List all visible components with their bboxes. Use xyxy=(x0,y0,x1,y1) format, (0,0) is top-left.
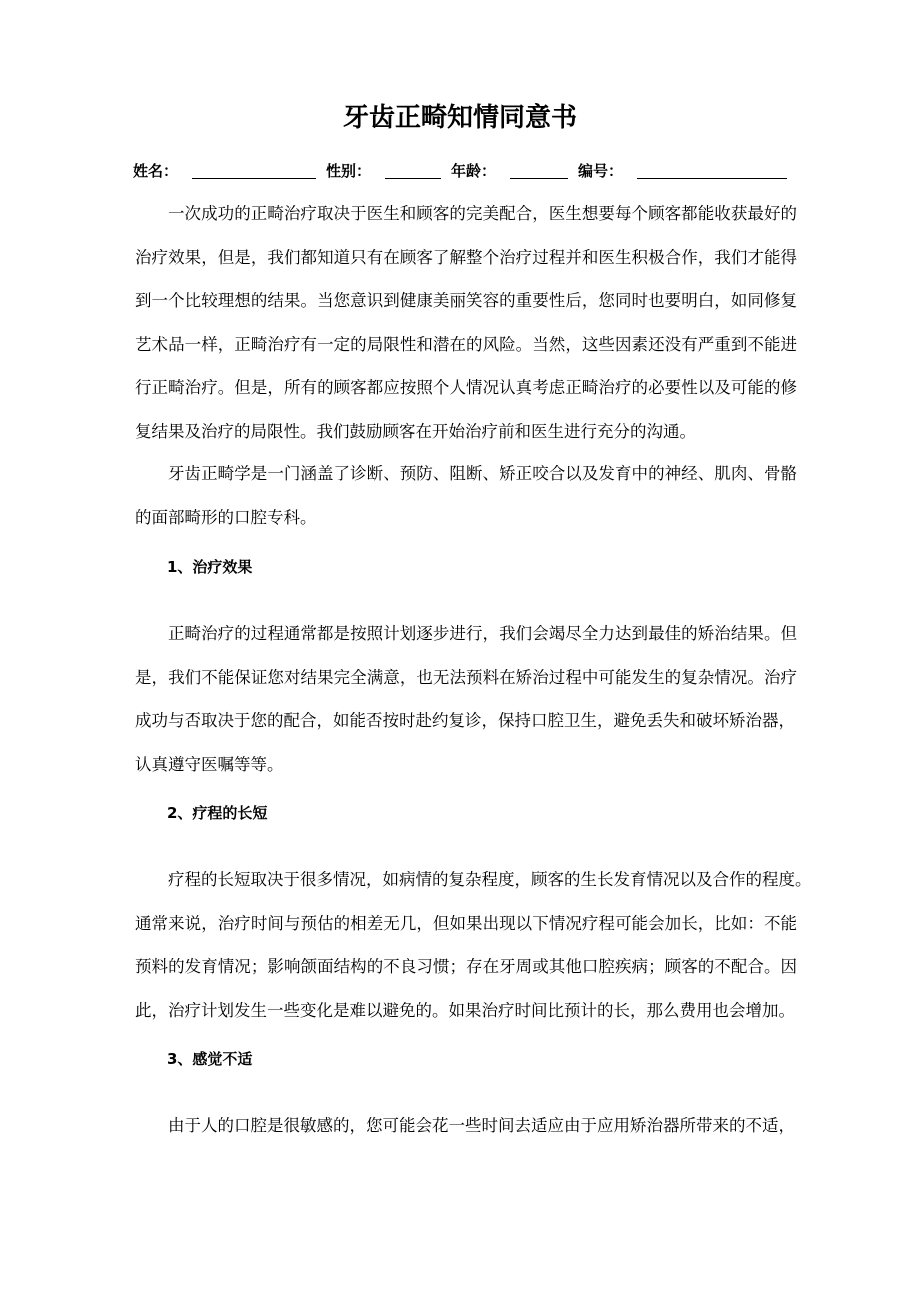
section-heading-treatment-effect: 1、治疗效果 xyxy=(167,558,253,576)
paragraph-line: 认真遵守医嘱等等。 xyxy=(135,754,284,774)
paragraph-line: 的面部畸形的口腔专科。 xyxy=(135,507,317,527)
paragraph-line: 此，治疗计划发生一些变化是难以避免的。如果治疗时间比预计的长，那么费用也会增加。 xyxy=(135,1000,795,1020)
section-heading-discomfort: 3、感觉不适 xyxy=(167,1050,253,1068)
name-blank-line[interactable] xyxy=(192,163,316,179)
paragraph-line: 正畸治疗的过程通常都是按照计划逐步进行，我们会竭尽全力达到最佳的矫治结果。但 xyxy=(168,624,797,643)
paragraph-line: 牙齿正畸学是一门涵盖了诊断、预防、阻断、矫正咬合以及发育中的神经、肌肉、骨骼 xyxy=(168,464,797,483)
section-treatment-duration-paragraph xyxy=(135,858,812,1032)
paragraph-line: 复结果及治疗的局限性。我们鼓励顾客在开始治疗前和医生进行充分的沟通。 xyxy=(135,421,696,441)
age-blank-line[interactable] xyxy=(510,163,568,179)
number-blank-line[interactable] xyxy=(637,163,787,179)
paragraph-line: 预料的发育情况；影响颌面结构的不良习惯；存在牙周或其他口腔疾病；顾客的不配合。因 xyxy=(135,957,797,976)
name-label: 姓名： xyxy=(133,162,179,180)
intro-paragraph xyxy=(135,192,797,453)
document-title: 牙齿正畸知情同意书 xyxy=(342,103,577,133)
paragraph-line: 是，我们不能保证您对结果完全满意，也无法预料在矫治过程中可能发生的复杂情况。治疗 xyxy=(135,667,797,687)
paragraph-line: 到一个比较理想的结果。当您意识到健康美丽笑容的重要性后，您同时也要明白，如同修复 xyxy=(135,291,797,310)
definition-paragraph xyxy=(135,452,797,539)
paragraph-line: 通常来说，治疗时间与预估的相差无几，但如果出现以下情况疗程可能会加长，比如：不能 xyxy=(135,913,797,933)
paragraph-line: 艺术品一样，正畸治疗有一定的局限性和潜在的风险。当然，这些因素还没有严重到不能进 xyxy=(135,334,797,354)
paragraph-line: 疗程的长短取决于很多情况，如病情的复杂程度，顾客的生长发育情况以及合作的程度。 xyxy=(168,870,812,889)
paragraph-line: 治疗效果，但是，我们都知道只有在顾客了解整个治疗过程并和医生积极合作，我们才能得 xyxy=(135,247,797,267)
patient-info-row xyxy=(133,160,797,182)
age-label: 年龄： xyxy=(451,162,497,180)
number-label: 编号： xyxy=(578,162,624,180)
section-heading-treatment-duration: 2、疗程的长短 xyxy=(167,804,268,822)
gender-label: 性别： xyxy=(326,162,372,180)
section-treatment-effect-paragraph xyxy=(135,612,797,786)
paragraph-line: 行正畸治疗。但是，所有的顾客都应按照个人情况认真考虑正畸治疗的必要性以及可能的修 xyxy=(135,378,797,397)
paragraph-line: 成功与否取决于您的配合，如能否按时赴约复诊，保持口腔卫生，避免丢失和破坏矫治器， xyxy=(135,711,795,730)
gender-blank-line[interactable] xyxy=(385,163,441,179)
section-discomfort-paragraph xyxy=(135,1104,797,1148)
paragraph-line: 一次成功的正畸治疗取决于医生和顾客的完美配合，医生想要每个顾客都能收获最好的 xyxy=(168,204,797,223)
paragraph-line: 由于人的口腔是很敏感的，您可能会花一些时间去适应由于应用矫治器所带来的不适， xyxy=(168,1116,795,1135)
